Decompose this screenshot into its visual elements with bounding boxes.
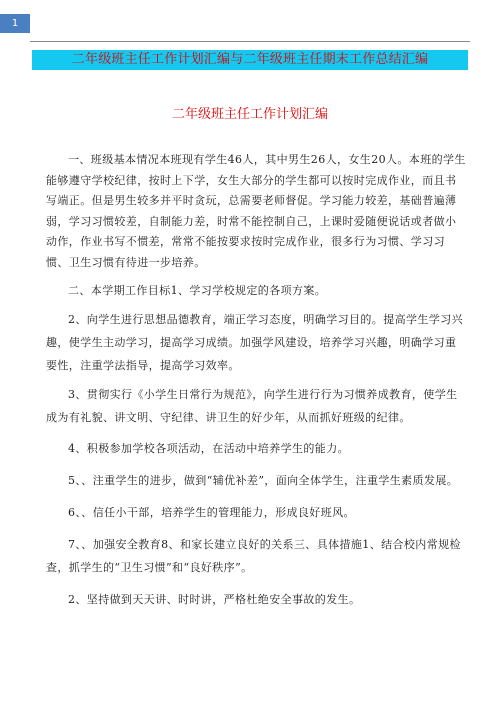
document-body bbox=[46, 150, 466, 611]
paragraph-goals-3: 3、贯彻实行《小学生日常行为规范》，向学生进行行为习惯养成教育，使学生成为有礼貌、讲文明、守纪律、讲卫生的好少年，从而抓好班级的纪律。 bbox=[46, 388, 458, 424]
paragraph-goals-5: 5、、注重学生的进步，做到“辅优补差”，面向全体学生，注重学生素质发展。 bbox=[68, 474, 459, 487]
document-title: 二年级班主任工作计划汇编与二年级班主任期末工作总结汇编 bbox=[32, 50, 468, 70]
page-number-badge: 1 bbox=[0, 14, 30, 33]
paragraph-class-situation: 一、班级基本情况本班现有学生46人，其中男生26人，女生20人。本班的学生能够遵守学校纪律，按时上下学，女生大部分的学生都可以按时完成作业，而且书写端正。但是男生较多并平时贪玩，总需要老师督促。学习能力较差，基础普遍薄弱，学习习惯较差，自制能力差，时常不能控制自己，上课时爱随便说话或者做小动作，作业书写不惯差，常常不能按要求按时完成作业，很多行为习惯、学习习惯、卫生习惯有待进一步培养。 bbox=[46, 153, 466, 269]
paragraph-measures-2: 2、坚持做到天天讲、时时讲，严格杜绝安全事故的发生。 bbox=[68, 593, 361, 606]
paragraph-goals-6: 6、、信任小干部，培养学生的管理能力，形成良好班风。 bbox=[68, 506, 355, 519]
paragraph-goals-7: 7、、加强安全教育8、和家长建立良好的关系三、具体措施1、结合校内常规检查，抓学生的“卫生习惯”和“良好秩序”。 bbox=[46, 538, 461, 574]
section-heading: 二年级班主任工作计划汇编 bbox=[171, 107, 328, 122]
paragraph-goals-1: 二、本学期工作目标1、学习学校规定的各项方案。 bbox=[68, 284, 327, 297]
paragraph-goals-4: 4、积极参加学校各项活动，在活动中培养学生的能力。 bbox=[68, 442, 349, 455]
header-rule bbox=[30, 41, 470, 42]
paragraph-goals-2: 2、向学生进行思想品德教育，端正学习态度，明确学习目的。提高学生学习兴趣，使学生主动学习，提高学习成绩。加强学风建设，培养学习兴趣，明确学习重要性，注重学法指导，提高学习效率。 bbox=[46, 313, 463, 372]
